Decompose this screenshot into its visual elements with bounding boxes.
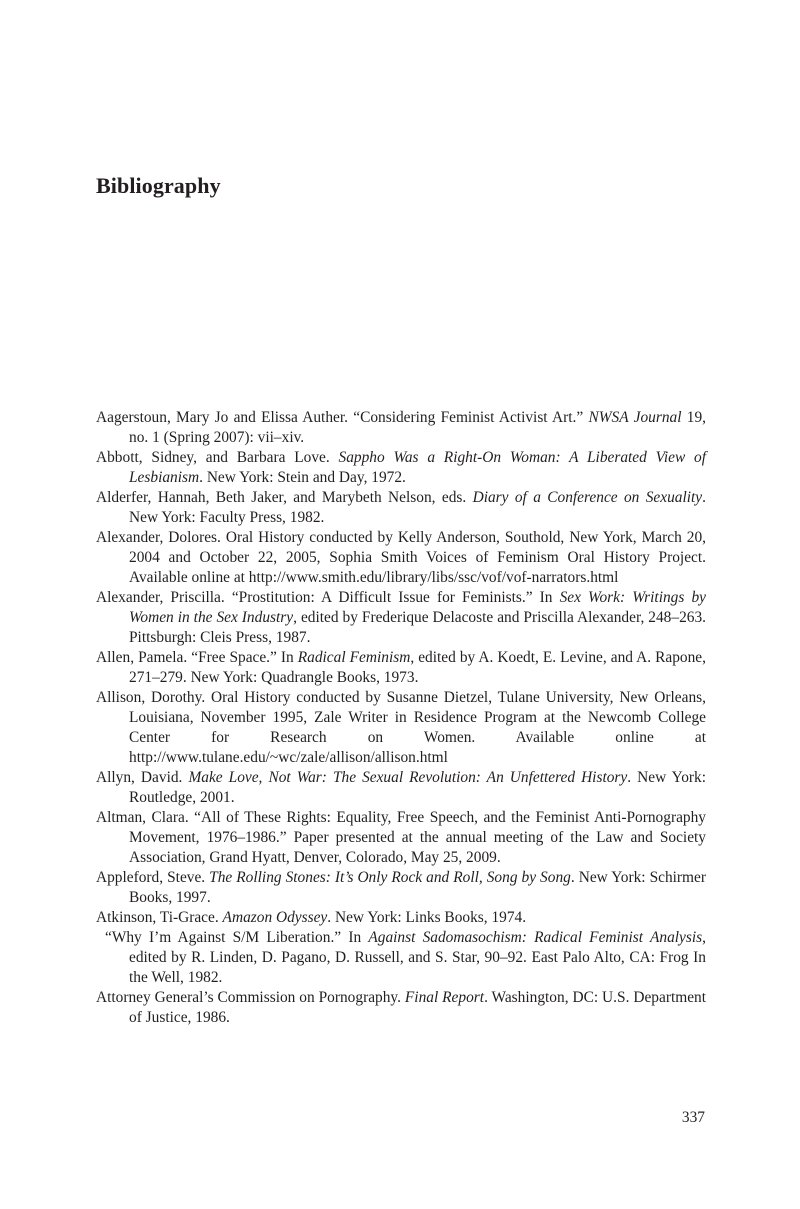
entry-title: The Rolling Stones: It’s Only Rock and Roll, Song by Song [209,869,571,886]
entry-text: “Why I’m Against S/M Liberation.” In [105,929,369,946]
entry-text: . Washington, DC: U.S. Department of Justice, 1986. [129,989,706,1026]
entry-text: Atkinson, Ti-Grace. [96,909,223,926]
entry-text: Altman, Clara. “All of These Rights: Equality, Free Speech, and the Feminist Anti-Pornography Movement, 1976–1986.” Paper presented at the annual meeting of the Law and Society Association, Grand Hyatt, Denver, Colorado, May 25, 2009. [96,809,706,866]
entry-text: Abbott, Sidney, and Barbara Love. [96,449,339,466]
page-number: 337 [681,1109,705,1126]
entry-text: 19, no. 1 (Spring 2007): vii–xiv. [129,409,706,446]
entry-text: . New York: Faculty Press, 1982. [129,489,706,526]
entry-title: Amazon Odyssey [222,909,328,926]
entry-text: . New York: Stein and Day, 1972. [199,469,406,486]
bibliography-entry [96,648,706,688]
bibliography-entry [96,408,706,448]
entry-text: , edited by R. Linden, D. Pagano, D. Russell, and S. Star, 90–92. East Palo Alto, CA: Frog In the Well, 1982. [129,929,706,986]
bibliography-entry [96,448,706,488]
page-title: Bibliography [96,173,221,198]
bibliography-entry [96,908,706,928]
bibliography-entry [96,688,706,768]
entry-text: . New York: Links Books, 1974. [327,909,527,926]
entry-title: Diary of a Conference on Sexuality [472,489,703,506]
bibliography-entry [96,808,706,868]
bibliography-entry [96,588,706,648]
entry-text: Allison, Dorothy. Oral History conducted by Susanne Dietzel, Tulane University, New Orleans, Louisiana, November 1995, Zale Writer in Residence Program at the Newcomb College Center for Research on Women. Available online at http://www.tulane.edu/~wc/zale/allison/allison.html [96,689,706,766]
entry-text: Alexander, Priscilla. “Prostitution: A Difficult Issue for Feminists.” In [96,589,560,606]
entry-title: Make Love, Not War: The Sexual Revolution: An Unfettered History [188,769,628,786]
entry-title: Against Sadomasochism: Radical Feminist Analysis [368,929,703,946]
bibliography-entry [96,928,706,988]
entry-text: Aagerstoun, Mary Jo and Elissa Auther. “Considering Feminist Activist Art.” [96,409,589,426]
entry-text: Attorney General’s Commission on Pornography. [96,989,405,1006]
bibliography-entry [96,988,706,1028]
entry-text: , edited by A. Koedt, E. Levine, and A. Rapone, 271–279. New York: Quadrangle Books, 1973. [129,649,706,686]
entry-text: Alexander, Dolores. Oral History conducted by Kelly Anderson, Southold, New York, March 20, 2004 and October 22, 2005, Sophia Smith Voices of Feminism Oral History Project. Available online at http://www.smith.edu/library/libs/ssc/vof/vof-narrators.html [96,529,706,586]
entry-title: Radical Feminism [297,649,411,666]
entry-text: . New York: Routledge, 2001. [129,769,707,806]
entry-title: NWSA Journal [588,409,682,426]
bibliography-entry [96,868,706,908]
entry-text: Allen, Pamela. “Free Space.” In [96,649,298,666]
entry-text: Appleford, Steve. [96,869,210,886]
entry-title: Final Report [404,989,485,1006]
bibliography-entry [96,528,706,588]
entry-text: Allyn, David. [96,769,189,786]
bibliography-entry [96,488,706,528]
entry-text: . New York: Schirmer Books, 1997. [129,869,706,906]
bibliography-entry [96,768,706,808]
entry-text: Alderfer, Hannah, Beth Jaker, and Marybeth Nelson, eds. [96,489,473,506]
entry-title: Sex Work: Writings by Women in the Sex Industry [129,589,706,626]
bibliography-list [96,408,706,1028]
entry-text: , edited by Frederique Delacoste and Priscilla Alexander, 248–263. Pittsburgh: Cleis Press, 1987. [129,609,707,646]
entry-title: Sappho Was a Right-On Woman: A Liberated View of Lesbianism [129,449,706,486]
